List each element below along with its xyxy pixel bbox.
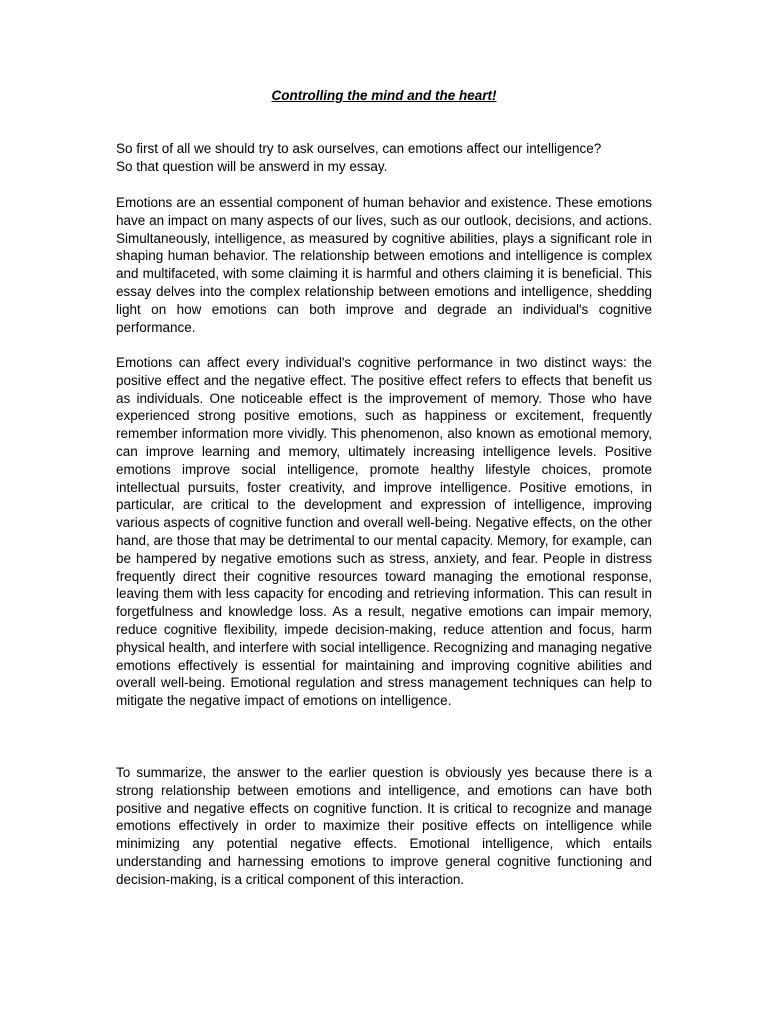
- intro-line: So that question will be answerd in my essay.: [116, 158, 388, 174]
- conclusion-paragraph: To summarize, the answer to the earlier question is obviously yes because there is a strong relationship between emotions and intelligence, and emotions can have both positive and negative effects on cognitive function. It is critical to recognize and manage emotions effectively in order to maximize their positive effects on intelligence while minimizing any potential negative effects. Emotional intelligence, which entails understanding and harnessing emotions to improve general cognitive functioning and decision-making, is a critical component of this interaction.: [116, 765, 652, 887]
- intro-paragraph: [116, 140, 652, 176]
- essay-title: Controlling the mind and the heart!: [271, 88, 497, 103]
- body-paragraph-1: Emotions are an essential component of human behavior and existence. These emotions have an impact on many aspects of our lives, such as our outlook, decisions, and actions. Simultaneously, intelligence, as measured by cognitive abilities, plays a significant role in shaping human behavior. The relationship between emotions and intelligence is complex and multifaceted, with some claiming it is harmful and others claiming it is beneficial. This essay delves into the complex relationship between emotions and intelligence, shedding light on how emotions can both improve and degrade an individual's cognitive performance.: [116, 195, 652, 335]
- body-paragraph-2: Emotions can affect every individual's cognitive performance in two distinct ways: the positive effect and the negative effect. The positive effect refers to effects that benefit us as individuals. One noticeable effect is the improvement of memory. Those who have experienced strong positive emotions, such as happiness or excitement, frequently remember information more vividly. This phenomenon, also known as emotional memory, can improve learning and memory, ultimately increasing intelligence levels. Positive emotions improve social intelligence, promote healthy lifestyle choices, promote intellectual pursuits, foster creativity, and improve intelligence. Positive emotions, in particular, are critical to the development and expression of intelligence, improving various aspects of cognitive function and overall well-being. Negative effects, on the other hand, are those that may be detrimental to our mental capacity. Memory, for example, can be hampered by negative emotions such as stress, anxiety, and fear. People in distress frequently direct their cognitive resources toward managing the emotional response, leaving them with less capacity for encoding and retrieving information. This can result in forgetfulness and knowledge loss. As a result, negative emotions can impair memory, reduce cognitive flexibility, impede decision-making, reduce attention and focus, harm physical health, and interfere with social intelligence. Recognizing and managing negative emotions effectively is essential for maintaining and improving cognitive abilities and overall well-being. Emotional regulation and stress management techniques can help to mitigate the negative impact of emotions on intelligence.: [116, 355, 653, 709]
- intro-line: So first of all we should try to ask ourselves, can emotions affect our intelligence?: [116, 141, 602, 156]
